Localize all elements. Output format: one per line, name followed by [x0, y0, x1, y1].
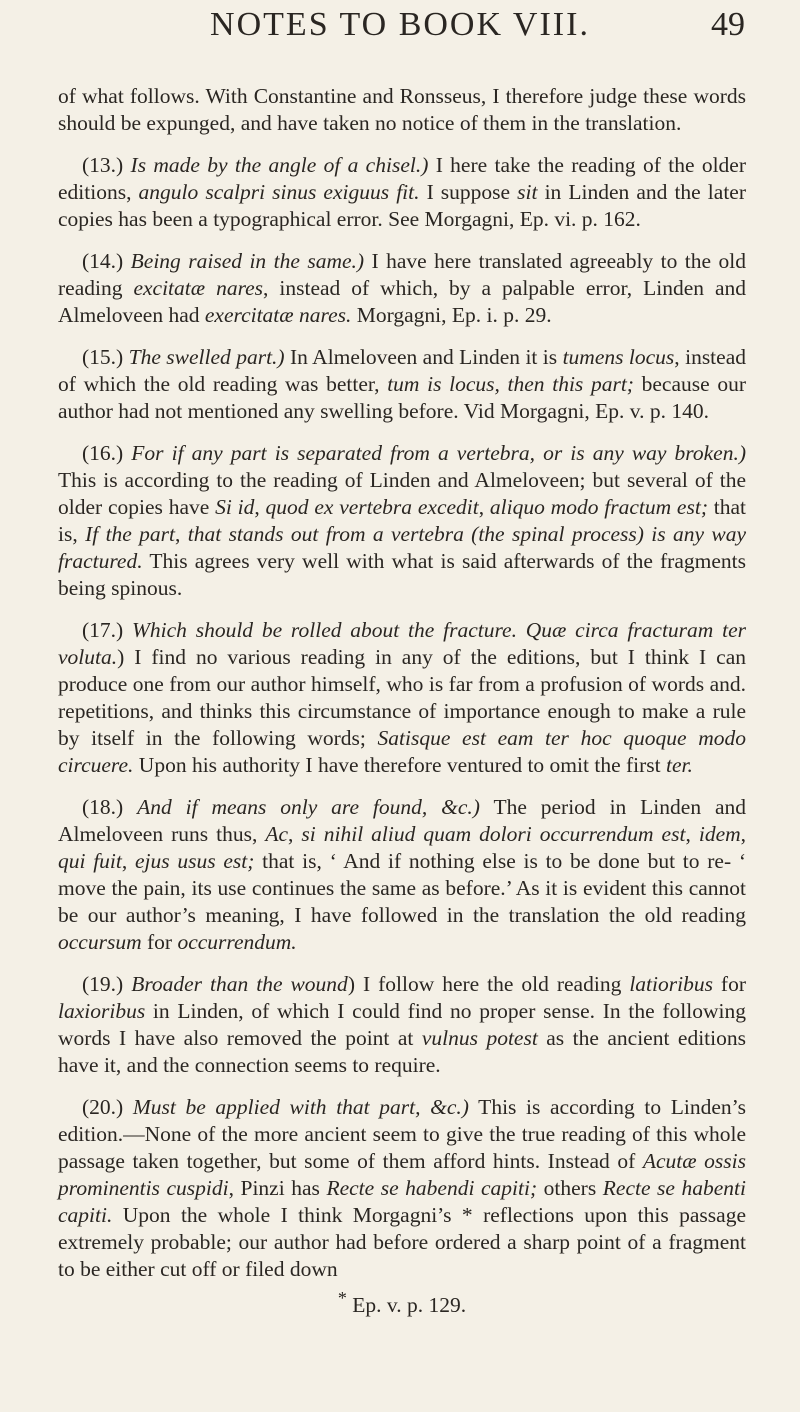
- note-lemma: And if means only are found, &c.): [137, 795, 480, 819]
- italic-text: latioribus: [629, 972, 713, 996]
- italic-text: Quæ circa fracturam ter voluta.: [58, 618, 747, 669]
- note-text: , instead of which, by a palpable error, Linden and Almeloveen had: [58, 276, 747, 327]
- italic-text: idem: [698, 822, 741, 846]
- note-paragraph: [58, 440, 746, 602]
- note-lemma: Which should be rolled about the fracture.: [132, 618, 517, 642]
- note-number: (16.): [82, 441, 124, 465]
- note-text: ) I find no various reading in any of the editions, but I think I can produce one from our author himself, who is far from a profusion of words and. repetitions, and thinks this circumstance of importance enough to make a rule by itself in the following words;: [58, 645, 746, 750]
- note-number: (18.): [82, 795, 124, 819]
- italic-text: sit: [517, 180, 538, 204]
- note-text: ,: [175, 522, 188, 546]
- note-lemma: For if any part is separated from a vertebra, or is any way broken.): [131, 441, 746, 465]
- italic-text: that stands out from a vertebra (the spinal process) is any way fractured.: [58, 522, 746, 573]
- note-paragraph: [58, 344, 746, 425]
- note-text: ,: [121, 849, 136, 873]
- italic-text: exercitatæ nares.: [204, 303, 352, 327]
- note-number: (14.): [82, 249, 124, 273]
- note-text: ,: [254, 495, 266, 519]
- note-text: [517, 618, 526, 642]
- italic-text: Recte se habenti capiti.: [58, 1176, 746, 1227]
- note-text: for: [712, 972, 746, 996]
- italic-text: ter.: [666, 753, 693, 777]
- footnote-text: Ep. v. p. 129.: [352, 1293, 467, 1317]
- italic-text: Recte se habendi capiti;: [326, 1176, 538, 1200]
- note-lemma: Broader than the wound: [131, 972, 348, 996]
- note-number: (15.): [82, 345, 124, 369]
- italic-text: tum is locus, then this part;: [387, 372, 634, 396]
- note-text: ,: [740, 822, 747, 846]
- italic-text: si nihil aliud quam dolori occurrendum est: [301, 822, 686, 846]
- note-text: Upon his authority I have therefore ventured to omit the first: [133, 753, 666, 777]
- note-text: The period in Linden and Almeloveen runs thus,: [58, 795, 747, 846]
- note-text: ,: [685, 822, 699, 846]
- page-number: 49: [711, 6, 745, 43]
- note-paragraph: [58, 971, 746, 1079]
- note-lemma: The swelled part.): [128, 345, 285, 369]
- note-lemma: Is made by the angle of a chisel.): [130, 153, 429, 177]
- note-text: for: [141, 930, 178, 954]
- note-text: others: [537, 1176, 603, 1200]
- footnote: [58, 1287, 746, 1319]
- note-text: This agrees very well with what is said afterwards of the fragments being spinous.: [58, 549, 746, 600]
- italic-text: occursum: [58, 930, 142, 954]
- note-paragraph: [58, 794, 746, 956]
- text-body: [58, 83, 746, 1334]
- note-text: , Pinzi has: [228, 1176, 327, 1200]
- note-text: ,: [478, 495, 490, 519]
- note-number: (17.): [82, 618, 124, 642]
- italic-text: quod ex vertebra excedit: [265, 495, 479, 519]
- note-lemma: Must be applied with that part, &c.): [132, 1095, 469, 1119]
- note-lemma: Being raised in the same.): [130, 249, 365, 273]
- note-text: that is, ‘ And if nothing else is to be done but to re- ‘ move the pain, its use continues the same as before.’ As it is evident this cannot be our author’s meaning, I have followed in the translation the old reading: [58, 849, 747, 927]
- note-paragraph: [58, 617, 746, 779]
- note-text: in Linden, of which I could find no proper sense. In the following words I have also removed the point at: [58, 999, 746, 1050]
- note-paragraph: [58, 1094, 746, 1283]
- footnote-mark: *: [337, 1287, 347, 1308]
- note-number: (20.): [82, 1095, 124, 1119]
- italic-text: laxioribus: [58, 999, 146, 1023]
- note-number: (19.): [82, 972, 124, 996]
- italic-text: tumens locus: [562, 345, 675, 369]
- italic-text: Ac: [265, 822, 289, 846]
- note-text: In Almeloveen and Linden it is: [284, 345, 563, 369]
- italic-text: Satisque est eam ter hoc quoque modo circuere.: [58, 726, 746, 777]
- italic-text: occurrendum.: [177, 930, 297, 954]
- italic-text: vulnus potest: [421, 1026, 538, 1050]
- italic-text: ejus usus est;: [135, 849, 255, 873]
- continuation-paragraph: of what follows. With Constantine and Ronsseus, I therefore judge these words should be expunged, and have taken no notice of them in the translation.: [58, 84, 746, 135]
- note-paragraph: [58, 248, 746, 329]
- italic-text: If the part: [85, 522, 176, 546]
- note-number: (13.): [82, 153, 124, 177]
- note-text: that is,: [58, 495, 747, 546]
- note-text: , instead of which the old reading was better,: [58, 345, 746, 396]
- italic-text: Acutæ ossis prominentis cuspidi: [58, 1149, 746, 1200]
- note-text: This is according to Linden’s edition.—None of the more ancient seem to give the true reading of this whole passage taken together, but some of them afford hints. Instead of: [58, 1095, 747, 1173]
- note-text: I suppose: [419, 180, 518, 204]
- page-header: [55, 0, 745, 70]
- note-text: in Linden and the later copies has been a typographical error. See Morgagni, Ep. vi. p. 162.: [58, 180, 746, 231]
- note-text: I have here translated agreeably to the old reading: [58, 249, 746, 300]
- italic-text: aliquo modo fractum est;: [489, 495, 708, 519]
- note-text: I here take the reading of the older editions,: [58, 153, 747, 204]
- note-text: Morgagni, Ep. i. p. 29.: [351, 303, 552, 327]
- italic-text: Si id: [215, 495, 255, 519]
- note-text: ,: [288, 822, 302, 846]
- note-text: Upon the whole I think Morgagni’s * reflections upon this passage extremely probable; our author had before ordered a sharp point of a fragment to be either cut off or filed down: [58, 1203, 746, 1281]
- note-text: because our author had not mentioned any swelling before. Vid Morgagni, Ep. v. p. 140.: [58, 372, 746, 423]
- running-title: NOTES TO BOOK VIII.: [210, 6, 590, 43]
- italic-text: excitatæ nares: [133, 276, 264, 300]
- notes-list: [58, 152, 746, 1283]
- italic-text: angulo scalpri sinus exiguus fit.: [138, 180, 420, 204]
- italic-text: qui fuit: [58, 849, 122, 873]
- note-paragraph: [58, 152, 746, 233]
- note-text: ) I follow here the old reading: [347, 972, 630, 996]
- note-text: This is according to the reading of Linden and Almeloveen; but several of the older copies have: [58, 468, 746, 519]
- note-text: as the ancient editions have it, and the connection seems to require.: [58, 1026, 746, 1077]
